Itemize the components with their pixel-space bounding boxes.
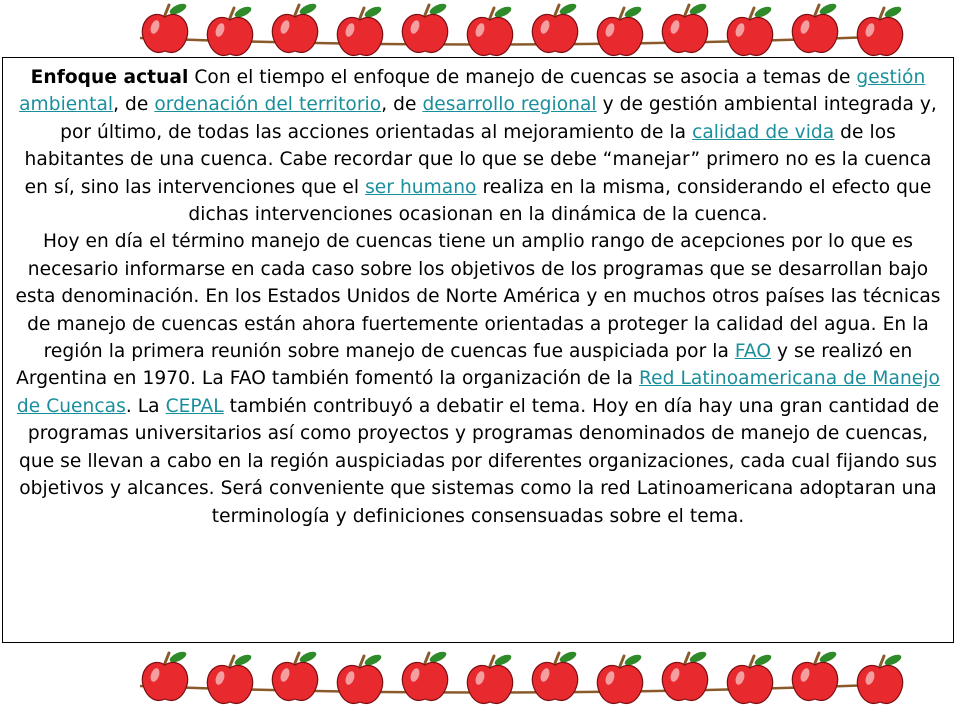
apple-icon: [402, 650, 448, 701]
apple-icon: [792, 2, 838, 53]
text-run: también contribuyó a debatir el tema. Hoy en día hay una gran cantidad de programas universitarios así como proyectos y programas denominados de manejo de cuencas, que se llevan a cabo en la región auspiciadas por diferentes organizaciones, cada cual fijando sus objetivos y alcances. Será conveniente que sistemas como la red Latinoamericana adoptaran una terminología y definiciones consensuadas sobre el tema.: [19, 395, 940, 527]
link-calidad-de-vida[interactable]: calidad de vida: [692, 121, 835, 143]
link-desarrollo-regional[interactable]: desarrollo regional: [422, 94, 597, 116]
apple-icon: [272, 2, 318, 53]
apple-icon: [337, 653, 383, 704]
paragraph-hoy-en-dia: [11, 228, 945, 529]
paragraph-enfoque-actual: [11, 64, 945, 228]
apple-icon: [662, 650, 708, 701]
link-ser-humano[interactable]: ser humano: [365, 176, 477, 198]
apple-icon: [597, 5, 643, 56]
text-run: , de: [381, 94, 423, 116]
apple-icon: [402, 2, 448, 53]
apple-icon: [792, 650, 838, 701]
apple-icon: [142, 2, 188, 53]
apple-icon: [272, 650, 318, 701]
text-run: y se realizó en Argentina en 1970. La FAO también fomentó la organización de la: [16, 341, 913, 390]
apple-icon: [337, 5, 383, 56]
text-run: . La: [125, 395, 166, 417]
apple-icon: [727, 653, 773, 704]
apple-icon: [857, 653, 903, 704]
link-ordenacion-territorio[interactable]: ordenación del territorio: [154, 94, 382, 116]
apple-icon: [727, 5, 773, 56]
apple-icon: [597, 653, 643, 704]
text-run: Hoy en día el término manejo de cuencas tiene un amplio rango de acepciones por lo que es necesario informarse en cada caso sobre los objetivos de los programas que se desarrollan bajo esta denominación. En los Estados Unidos de Norte América y en muchos otros países las técnicas de manejo de cuencas están ahora fuertemente orientadas a proteger la calidad del agua. En la región la primera reunión sobre manejo de cuencas fue auspiciada por la: [15, 231, 941, 363]
apple-border-bottom: [0, 648, 960, 708]
apple-border-top: [0, 0, 960, 60]
apple-icon: [207, 5, 253, 56]
link-red-latinoamericana[interactable]: Red Latinoamericana de Manejo de Cuencas: [16, 368, 940, 417]
link-cepal[interactable]: CEPAL: [165, 395, 224, 417]
text-run: realiza en la misma, considerando el efecto que dichas intervenciones ocasionan en la dinámica de la cuenca.: [188, 176, 932, 226]
link-gestion-ambiental[interactable]: gestión ambiental: [19, 67, 926, 116]
text-box: [2, 57, 954, 643]
apple-icon: [467, 653, 513, 704]
apple-icon: [532, 650, 578, 701]
apple-icon: [532, 2, 578, 53]
apple-icon: [207, 653, 253, 704]
link-fao[interactable]: FAO: [734, 341, 772, 363]
apple-icon: [142, 650, 188, 701]
apple-icon: [467, 5, 513, 56]
apple-icon: [857, 5, 903, 56]
text-run: y de gestión ambiental integrada y, por último, de todas las acciones orientadas al mejoramiento de la: [60, 94, 937, 143]
apple-icon: [662, 2, 708, 53]
text-run: , de: [113, 94, 155, 116]
text-run: Con el tiempo el enfoque de manejo de cuencas se asocia a temas de: [188, 67, 857, 88]
text-run: de los habitantes de una cuenca. Cabe recordar que lo que se debe “manejar” primero no es la cuenca en sí, sino las intervenciones que el: [24, 121, 932, 198]
lead-title: Enfoque actual: [30, 67, 189, 88]
